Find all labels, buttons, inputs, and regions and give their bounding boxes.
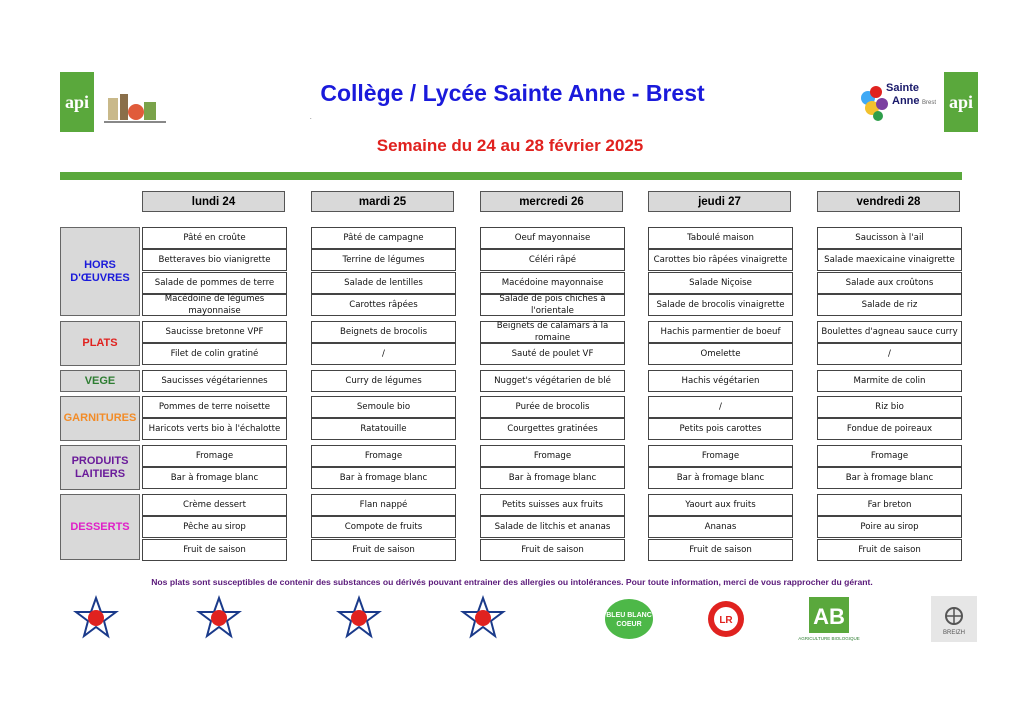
api-logo-left: api (60, 72, 94, 132)
category-vege: VEGE (60, 370, 140, 392)
menu-cell-laitiers: Fromage (142, 445, 287, 467)
category-garnitures: GARNITURES (60, 396, 140, 441)
menu-cell-desserts: Fruit de saison (142, 539, 287, 561)
menu-cell-hors: Saucisson à l'ail (817, 227, 962, 249)
svg-text:BLEU BLANC: BLEU BLANC (606, 612, 652, 619)
svg-text:COEUR: COEUR (616, 621, 642, 628)
menu-cell-plats: Hachis parmentier de boeuf (648, 321, 793, 343)
brand-line-2: Anne (892, 95, 920, 107)
menu-cell-laitiers: Bar à fromage blanc (480, 467, 625, 489)
menu-cell-vege: Saucisses végétariennes (142, 370, 287, 392)
day-header-tue: mardi 25 (311, 191, 454, 212)
menu-cell-garnitures: Petits pois carottes (648, 418, 793, 440)
menu-cell-hors: Salade de lentilles (311, 272, 456, 294)
menu-cell-desserts: Pêche au sirop (142, 516, 287, 538)
menu-cell-hors: Salade de pois chiches à l'orientale (480, 294, 625, 316)
svg-text:AB: AB (813, 604, 845, 629)
menu-cell-desserts: Petits suisses aux fruits (480, 494, 625, 516)
menu-cell-desserts: Salade de litchis et ananas (480, 516, 625, 538)
menu-cell-laitiers: Bar à fromage blanc (311, 467, 456, 489)
page-title: Collège / Lycée Sainte Anne - Brest (320, 80, 705, 106)
menu-cell-hors: Salade maexicaine vinaigrette (817, 249, 962, 271)
menu-cell-plats: Boulettes d'agneau sauce curry (817, 321, 962, 343)
menu-cell-hors: Pâté en croûte (142, 227, 287, 249)
svg-text:LR: LR (719, 615, 733, 626)
breizh-badge (931, 596, 977, 642)
menu-cell-desserts: Compote de fruits (311, 516, 456, 538)
menu-cell-plats: Omelette (648, 343, 793, 365)
menu-cell-garnitures: Semoule bio (311, 396, 456, 418)
menu-cell-laitiers: Fromage (817, 445, 962, 467)
category-hors-doeuvres: HORS D'ŒUVRES (60, 227, 140, 316)
menu-cell-garnitures: Purée de brocolis (480, 396, 625, 418)
api-logo-right: api (944, 72, 978, 132)
menu-cell-hors: Macédoine mayonnaise (480, 272, 625, 294)
menu-cell-hors: Salade de riz (817, 294, 962, 316)
menu-cell-desserts: Far breton (817, 494, 962, 516)
category-produits-laitiers: PRODUITS LAITIERS (60, 445, 140, 490)
porc-francais-badge (336, 596, 382, 642)
menu-cell-hors: Salade de brocolis vinaigrette (648, 294, 793, 316)
menu-cell-laitiers: Fromage (311, 445, 456, 467)
bleu-blanc-coeur-badge (606, 596, 652, 642)
menu-cell-plats: Filet de colin gratiné (142, 343, 287, 365)
day-header-wed: mercredi 26 (480, 191, 623, 212)
green-divider (60, 172, 962, 180)
brand-line-1: Sainte (886, 82, 920, 94)
svg-text:BREIZH: BREIZH (942, 630, 966, 636)
menu-cell-desserts: Yaourt aux fruits (648, 494, 793, 516)
menu-cell-hors: Betteraves bio vianigrette (142, 249, 287, 271)
menu-cell-hors: Carottes râpées (311, 294, 456, 316)
menu-cell-desserts: Fruit de saison (817, 539, 962, 561)
week-subtitle: Semaine du 24 au 28 février 2025 (376, 136, 644, 155)
menu-cell-desserts: Fruit de saison (311, 539, 456, 561)
menu-cell-vege: Curry de légumes (311, 370, 456, 392)
menu-cell-desserts: Poire au sirop (817, 516, 962, 538)
menu-cell-garnitures: Ratatouille (311, 418, 456, 440)
day-header-fri: vendredi 28 (817, 191, 960, 212)
menu-cell-hors: Terrine de légumes (311, 249, 456, 271)
menu-cell-hors: Carottes bio râpées vinaigrette (648, 249, 793, 271)
food-illustration (104, 90, 166, 126)
menu-cell-plats: Saucisse bretonne VPF (142, 321, 287, 343)
menu-cell-vege: Hachis végétarien (648, 370, 793, 392)
menu-cell-desserts: Fruit de saison (480, 539, 625, 561)
menu-cell-plats: Sauté de poulet VF (480, 343, 625, 365)
menu-cell-plats: Beignets de calamars à la romaine (480, 321, 625, 343)
menu-cell-plats: / (311, 343, 456, 365)
viande-bovine-francaise-badge (73, 596, 119, 642)
day-header-mon: lundi 24 (142, 191, 285, 212)
allergy-footnote: Nos plats sont susceptibles de contenir des substances ou dérivés pouvant entrainer des allergies ou intolérances. Pour toute information, merci de vous rapprocher du gérant. (151, 577, 873, 587)
label-rouge-badge (703, 596, 749, 642)
sainte-anne-logo (858, 80, 938, 126)
menu-cell-desserts: Flan nappé (311, 494, 456, 516)
svg-text:AGRICULTURE BIOLOGIQUE: AGRICULTURE BIOLOGIQUE (798, 636, 860, 641)
menu-cell-desserts: Fruit de saison (648, 539, 793, 561)
menu-cell-garnitures: Fondue de poireaux (817, 418, 962, 440)
agriculture-biologique-badge (798, 596, 860, 642)
menu-cell-garnitures: / (648, 396, 793, 418)
brand-tag: Brest (922, 100, 937, 106)
title-dot: . (310, 115, 312, 121)
category-plats: PLATS (60, 321, 140, 366)
menu-cell-desserts: Ananas (648, 516, 793, 538)
menu-cell-hors: Taboulé maison (648, 227, 793, 249)
menu-cell-laitiers: Fromage (480, 445, 625, 467)
menu-cell-plats: Beignets de brocolis (311, 321, 456, 343)
day-header-thu: jeudi 27 (648, 191, 791, 212)
menu-cell-hors: Salade aux croûtons (817, 272, 962, 294)
menu-cell-desserts: Crème dessert (142, 494, 287, 516)
menu-cell-vege: Nugget's végétarien de blé (480, 370, 625, 392)
menu-cell-laitiers: Bar à fromage blanc (648, 467, 793, 489)
menu-cell-hors: Pâté de campagne (311, 227, 456, 249)
menu-cell-hors: Salade Niçoise (648, 272, 793, 294)
category-desserts: DESSERTS (60, 494, 140, 560)
volaille-francaise-badge (460, 596, 506, 642)
menu-cell-garnitures: Riz bio (817, 396, 962, 418)
menu-cell-plats: / (817, 343, 962, 365)
menu-cell-garnitures: Pommes de terre noisette (142, 396, 287, 418)
menu-cell-laitiers: Bar à fromage blanc (142, 467, 287, 489)
menu-cell-hors: Salade de pommes de terre (142, 272, 287, 294)
menu-cell-hors: Macédoine de légumes mayonnaise (142, 294, 287, 316)
menu-cell-laitiers: Fromage (648, 445, 793, 467)
menu-cell-hors: Oeuf mayonnaise (480, 227, 625, 249)
menu-cell-laitiers: Bar à fromage blanc (817, 467, 962, 489)
viande-veau-francaise-badge (196, 596, 242, 642)
menu-cell-vege: Marmite de colin (817, 370, 962, 392)
menu-cell-garnitures: Courgettes gratinées (480, 418, 625, 440)
menu-cell-garnitures: Haricots verts bio à l'échalotte (142, 418, 287, 440)
menu-cell-hors: Céléri râpé (480, 249, 625, 271)
